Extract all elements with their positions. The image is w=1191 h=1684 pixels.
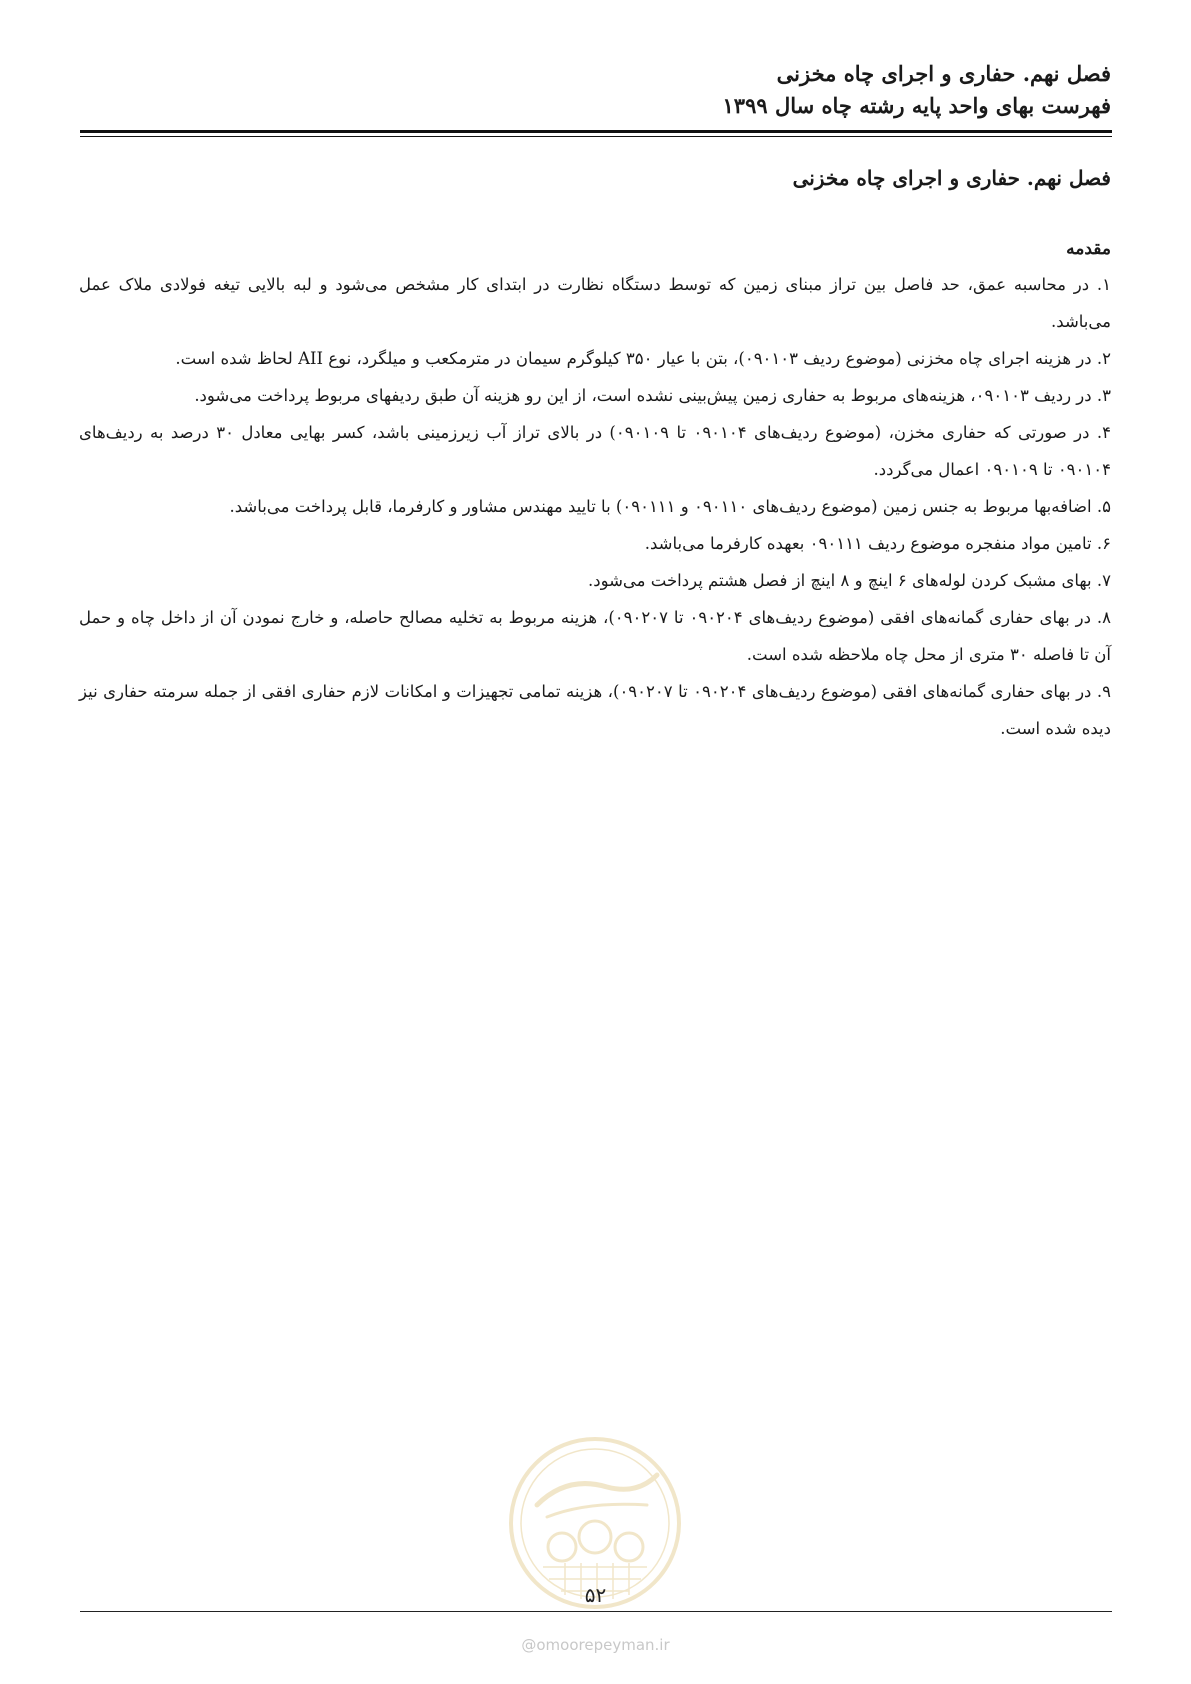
- note-item: ۴. در صورتی که حفاری مخزن، (موضوع ردیف‌های ۰۹۰۱۰۴ تا ۰۹۰۱۰۹) در بالای تراز آب زیرزمینی باشد، کسر بهایی معادل ۳۰ درصد به ردیف‌های ۰۹۰۱۰۴ تا ۰۹۰۱۰۹ اعمال می‌گردد.: [79, 423, 1111, 479]
- header-rule-thin: [80, 136, 1112, 137]
- notes-list: [79, 266, 1111, 747]
- website-watermark: @omoorepeyman.ir: [521, 1636, 670, 1654]
- section-title: فصل نهم. حفاری و اجرای چاه مخزنی: [792, 166, 1111, 190]
- note-item: ۶. تامین مواد منفجره موضوع ردیف ۰۹۰۱۱۱ بعهده کارفرما می‌باشد.: [644, 534, 1111, 553]
- page-header: [80, 58, 1111, 122]
- header-rule-thick: [80, 130, 1112, 133]
- note-item: ۷. بهای مشبک کردن لوله‌های ۶ اینچ و ۸ اینچ از فصل هشتم پرداخت می‌شود.: [587, 571, 1111, 590]
- note-item: ۳. در ردیف ۰۹۰۱۰۳، هزینه‌های مربوط به حفاری زمین پیش‌بینی نشده است، از این رو هزینه آن طبق ردیفهای مربوط پرداخت می‌شود.: [194, 386, 1111, 405]
- page-content: [79, 158, 1111, 747]
- note-item: ۵. اضافه‌بها مربوط به جنس زمین (موضوع ردیف‌های ۰۹۰۱۱۰ و ۰۹۰۱۱۱) با تایید مهندس مشاور و کارفرما، قابل پرداخت می‌باشد.: [229, 497, 1111, 516]
- note-item: ۹. در بهای حفاری گمانه‌های افقی (موضوع ردیف‌های ۰۹۰۲۰۴ تا ۰۹۰۲۰۷)، هزینه تمامی تجهیزات و امکانات لازم حفاری افقی از جمله سرمته حفاری نیز دیده شده است.: [79, 682, 1111, 738]
- page-number: ۵۲: [584, 1583, 607, 1607]
- introduction-heading: مقدمه: [1066, 239, 1111, 259]
- note-item: ۱. در محاسبه عمق، حد فاصل بین تراز مبنای زمین که توسط دستگاه نظارت در ابتدای کار مشخص می‌شود و لبه بالایی تیغه فولادی ملاک عمل می‌باشد.: [79, 275, 1111, 331]
- footer-rule: [80, 1611, 1112, 1612]
- header-document-title: فهرست بهای واحد پایه رشته چاه سال ۱۳۹۹: [722, 93, 1111, 118]
- note-item: ۸. در بهای حفاری گمانه‌های افقی (موضوع ردیف‌های ۰۹۰۲۰۴ تا ۰۹۰۲۰۷)، هزینه مربوط به تخلیه مصالح حاصله، و خارج نمودن آن از داخل چاه و حمل آن تا فاصله ۳۰ متری از محل چاه ملاحظه شده است.: [79, 608, 1111, 664]
- header-chapter-title: فصل نهم. حفاری و اجرای چاه مخزنی: [776, 61, 1111, 86]
- note-item: ۲. در هزینه اجرای چاه مخزنی (موضوع ردیف ۰۹۰۱۰۳)، بتن با عیار ۳۵۰ کیلوگرم سیمان در مترمکعب و میلگرد، نوع AII لحاظ شده است.: [175, 349, 1111, 368]
